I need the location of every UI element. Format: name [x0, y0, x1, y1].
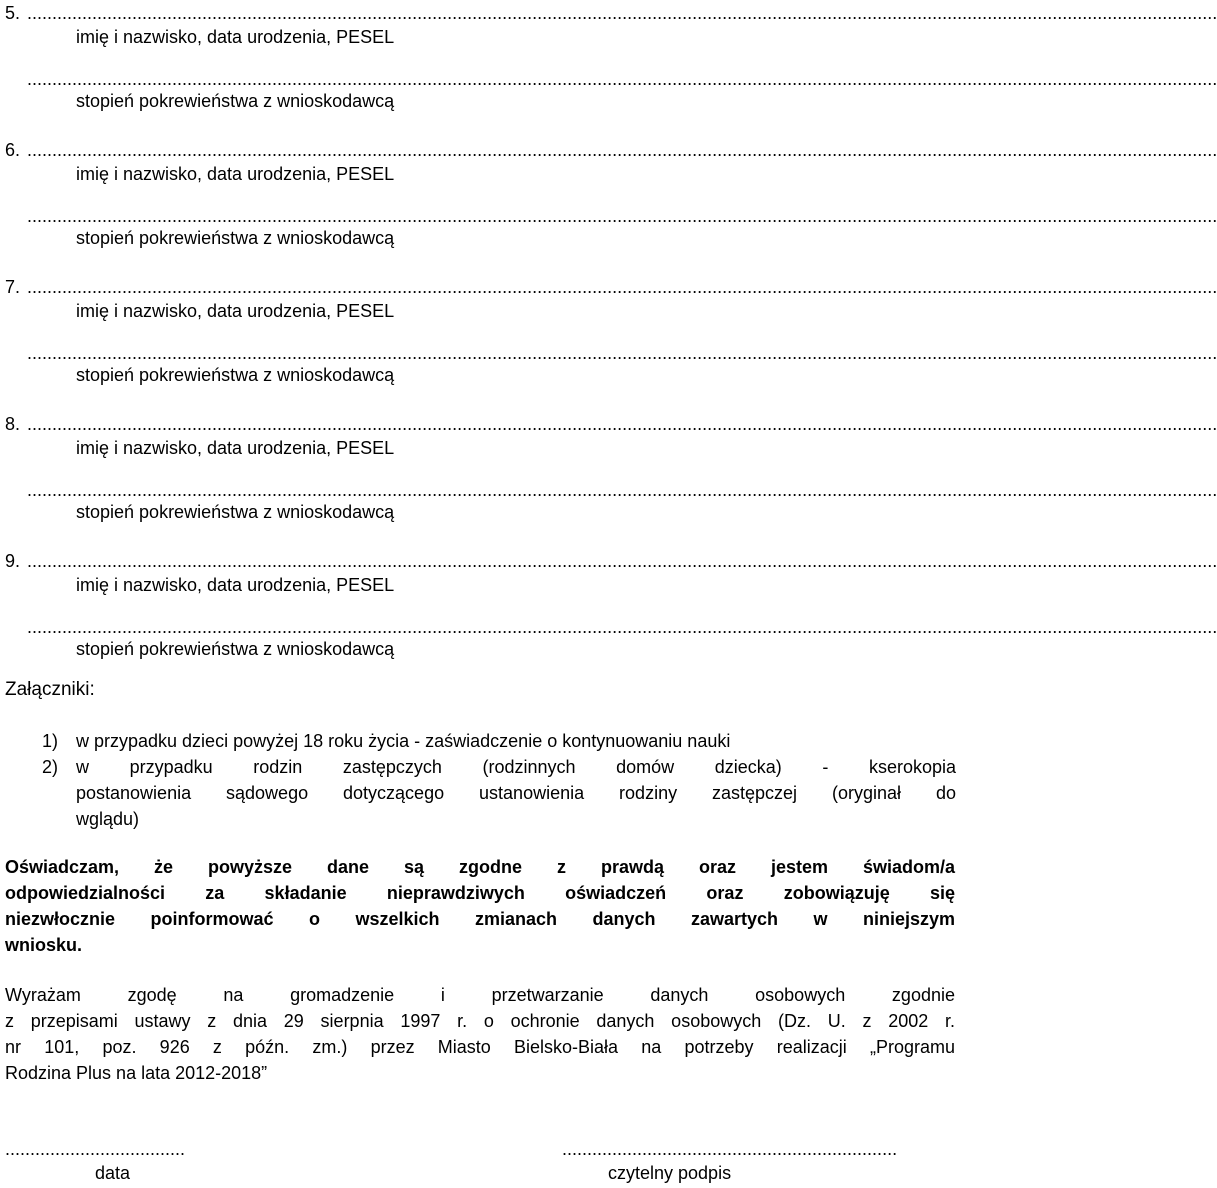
entry-relation-label: stopień pokrewieństwa z wnioskodawcą — [76, 639, 395, 659]
date-field-dots: .................................... — [5, 1139, 186, 1159]
signature-label: czytelny podpis — [608, 1163, 732, 1183]
entry-name-dots: .............................................................................................................................................................................................................................................. — [27, 414, 1217, 434]
attachment-1-text: w przypadku dzieci powyżej 18 roku życia - zaświadczenie o kontynuowaniu nauki — [76, 731, 731, 751]
attachment-2-line-3: wglądu) — [76, 809, 140, 829]
entry-name-dots: .............................................................................................................................................................................................................................................. — [27, 551, 1217, 571]
consent-line-2: z przepisami ustawy z dnia 29 sierpnia 1997 r. o ochronie danych osobowych (Dz. U. z 2002 r. — [5, 1011, 955, 1031]
entry-relation-dots: .............................................................................................................................................................................................................................................. — [27, 617, 1217, 637]
entry-relation-label: stopień pokrewieństwa z wnioskodawcą — [76, 365, 395, 385]
entry-name-dots: .............................................................................................................................................................................................................................................. — [27, 140, 1217, 160]
entry-relation-dots: .............................................................................................................................................................................................................................................. — [27, 480, 1217, 500]
entry-relation-dots: .............................................................................................................................................................................................................................................. — [27, 69, 1217, 89]
entry-name-label: imię i nazwisko, data urodzenia, PESEL — [76, 438, 395, 458]
entry-name-label: imię i nazwisko, data urodzenia, PESEL — [76, 301, 395, 321]
declaration-line-4: wniosku. — [5, 935, 83, 955]
entry-name-label: imię i nazwisko, data urodzenia, PESEL — [76, 27, 395, 47]
entry-number: 8. — [5, 414, 21, 434]
entry-number: 5. — [5, 3, 21, 23]
consent-line-3: nr 101, poz. 926 z późn. zm.) przez Miasto Bielsko-Biała na potrzeby realizacji „Programu — [5, 1037, 955, 1057]
entry-relation-label: stopień pokrewieństwa z wnioskodawcą — [76, 228, 395, 248]
attachment-2-line-2: postanowienia sądowego dotyczącego ustanowienia rodziny zastępczej (oryginał do — [76, 783, 956, 803]
attachment-2-number: 2) — [42, 757, 59, 777]
attachment-1-number: 1) — [42, 731, 59, 751]
entry-relation-dots: .............................................................................................................................................................................................................................................. — [27, 343, 1217, 363]
entry-relation-label: stopień pokrewieństwa z wnioskodawcą — [76, 91, 395, 111]
signature-field-dots: ................................................................... — [562, 1139, 898, 1159]
entry-relation-dots: .............................................................................................................................................................................................................................................. — [27, 206, 1217, 226]
entry-name-dots: .............................................................................................................................................................................................................................................. — [27, 3, 1217, 23]
consent-line-4: Rodzina Plus na lata 2012-2018” — [5, 1063, 268, 1083]
attachment-2-line-1: w przypadku rodzin zastępczych (rodzinnych domów dziecka) - kserokopia — [76, 757, 956, 777]
entry-number: 6. — [5, 140, 21, 160]
date-label: data — [95, 1163, 131, 1183]
entry-relation-label: stopień pokrewieństwa z wnioskodawcą — [76, 502, 395, 522]
entry-number: 9. — [5, 551, 21, 571]
entry-number: 7. — [5, 277, 21, 297]
consent-line-1: Wyrażam zgodę na gromadzenie i przetwarzanie danych osobowych zgodnie — [5, 985, 955, 1005]
declaration-line-1: Oświadczam, że powyższe dane są zgodne z prawdą oraz jestem świadom/a — [5, 857, 955, 877]
declaration-line-2: odpowiedzialności za składanie nieprawdziwych oświadczeń oraz zobowiązuję się — [5, 883, 955, 903]
entry-name-label: imię i nazwisko, data urodzenia, PESEL — [76, 164, 395, 184]
entry-name-dots: .............................................................................................................................................................................................................................................. — [27, 277, 1217, 297]
declaration-line-3: niezwłocznie poinformować o wszelkich zmianach danych zawartych w niniejszym — [5, 909, 955, 929]
attachments-heading: Załączniki: — [5, 679, 95, 700]
entry-name-label: imię i nazwisko, data urodzenia, PESEL — [76, 575, 395, 595]
